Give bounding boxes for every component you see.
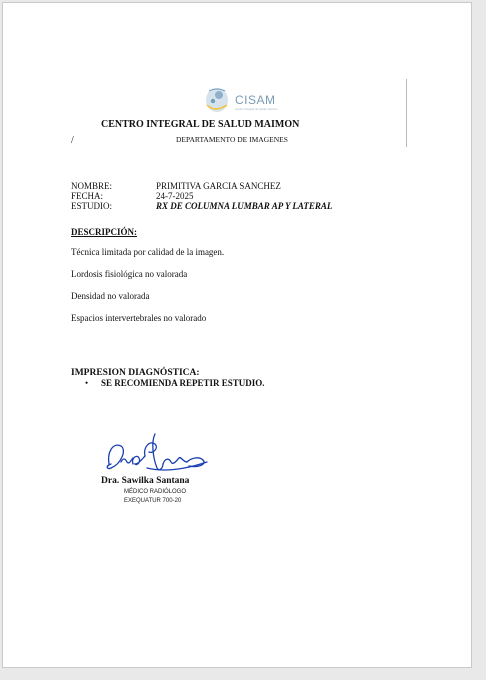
name-label: NOMBRE: — [71, 181, 113, 191]
description-title: DESCRIPCIÓN: — [71, 227, 138, 237]
institution-title: CENTRO INTEGRAL DE SALUD MAIMON — [101, 119, 300, 130]
cisam-emblem-icon — [197, 83, 237, 117]
doctor-role: MÉDICO RADIÓLOGO — [124, 489, 187, 495]
department-name: DEPARTAMENTO DE IMAGENES — [176, 135, 288, 144]
header-mark: / — [71, 135, 74, 146]
date-label: FECHA: — [71, 191, 104, 201]
study-value: RX DE COLUMNA LUMBAR AP Y LATERAL — [156, 201, 333, 211]
handwritten-signature — [103, 428, 213, 480]
margin-divider — [406, 79, 407, 147]
bullet-icon: • — [85, 378, 89, 388]
description-line: Lordosis fisiológica no valorada — [71, 269, 188, 279]
impression-item-text: SE RECOMIENDA REPETIR ESTUDIO. — [101, 378, 265, 388]
cisam-logo — [197, 83, 287, 117]
doctor-name: Dra. Sawilka Santana — [101, 476, 190, 486]
study-label: ESTUDIO: — [71, 201, 112, 211]
logo-tagline: centro integral de salud maimon — [235, 107, 278, 111]
impression-title: IMPRESION DIAGNÓSTICA: — [71, 368, 200, 378]
description-line: Espacios intervertebrales no valorado — [71, 313, 207, 323]
doctor-exequatur: EXEQUATUR 700-20 — [124, 498, 182, 504]
name-value: PRIMITIVA GARCIA SANCHEZ — [156, 181, 281, 191]
logo-text: CISAM — [235, 93, 276, 107]
description-line: Densidad no valorada — [71, 291, 150, 301]
document-page — [2, 2, 472, 668]
description-line: Técnica limitada por calidad de la imagen. — [71, 247, 225, 257]
date-value: 24-7-2025 — [156, 191, 194, 201]
